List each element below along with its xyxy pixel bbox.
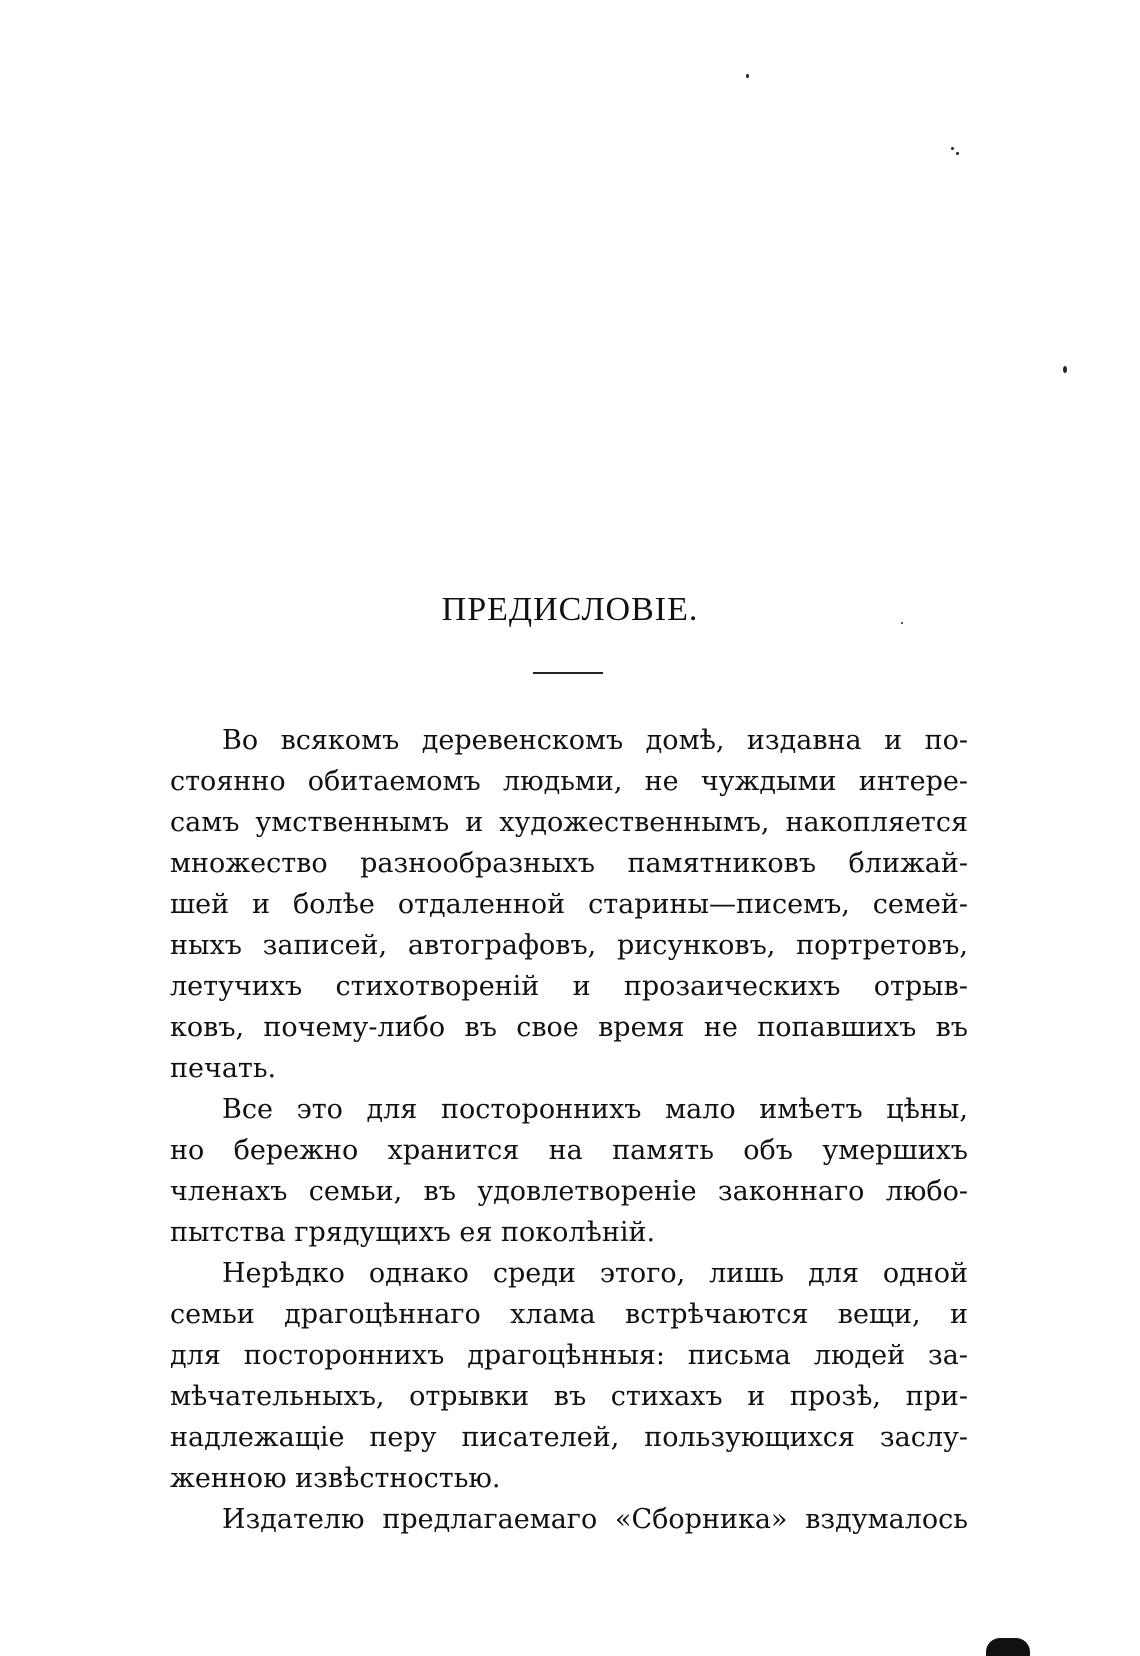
text-line: для постороннихъ драгоцѣнныя: письма людей за- xyxy=(170,1340,968,1371)
scan-speck xyxy=(746,74,749,78)
text-line: множество разнообразныхъ памятниковъ ближай- xyxy=(170,848,968,879)
text-line: летучихъ стихотвореній и прозаическихъ отрыв- xyxy=(170,971,968,1002)
page-title: ПРЕДИСЛОВІЕ. xyxy=(441,591,699,628)
text-line: Издателю предлагаемаго «Сборника» вздумалось xyxy=(222,1504,968,1535)
text-line: самъ умственнымъ и художественнымъ, накопляется xyxy=(170,807,968,838)
text-line: но бережно хранится на память объ умершихъ xyxy=(170,1135,968,1166)
title-divider xyxy=(533,672,603,674)
text-line: семьи драгоцѣннаго хлама встрѣчаются вещи, и xyxy=(170,1299,968,1330)
text-line: ковъ, почему-либо въ свое время не попавшихъ въ xyxy=(170,1012,968,1043)
text-line: пытства грядущихъ ея поколѣній. xyxy=(170,1217,656,1248)
text-line: членахъ семьи, въ удовлетвореніе законнаго любо- xyxy=(170,1176,968,1207)
text-line: Все это для постороннихъ мало имѣетъ цѣны, xyxy=(222,1094,968,1125)
text-line: Нерѣдко однако среди этого, лишь для одной xyxy=(222,1258,968,1289)
text-line: шей и болѣе отдаленной старины—писемъ, семей- xyxy=(170,889,968,920)
text-line: печать. xyxy=(170,1053,277,1084)
text-line: надлежащіе перу писателей, пользующихся заслу- xyxy=(170,1422,968,1453)
scan-speck xyxy=(951,147,954,150)
body-text xyxy=(170,720,968,1540)
scan-speck xyxy=(956,152,959,155)
scan-edge-mark xyxy=(986,1638,1030,1656)
scan-speck xyxy=(1063,366,1067,373)
text-line: мѣчательныхъ, отрывки въ стихахъ и прозѣ, при- xyxy=(170,1381,968,1412)
text-line: Во всякомъ деревенскомъ домѣ, издавна и по- xyxy=(222,725,968,756)
text-line: женною извѣстностью. xyxy=(170,1463,501,1494)
text-line: ныхъ записей, автографовъ, рисунковъ, портретовъ, xyxy=(170,930,968,961)
text-line: стоянно обитаемомъ людьми, не чуждыми интере- xyxy=(170,766,968,797)
